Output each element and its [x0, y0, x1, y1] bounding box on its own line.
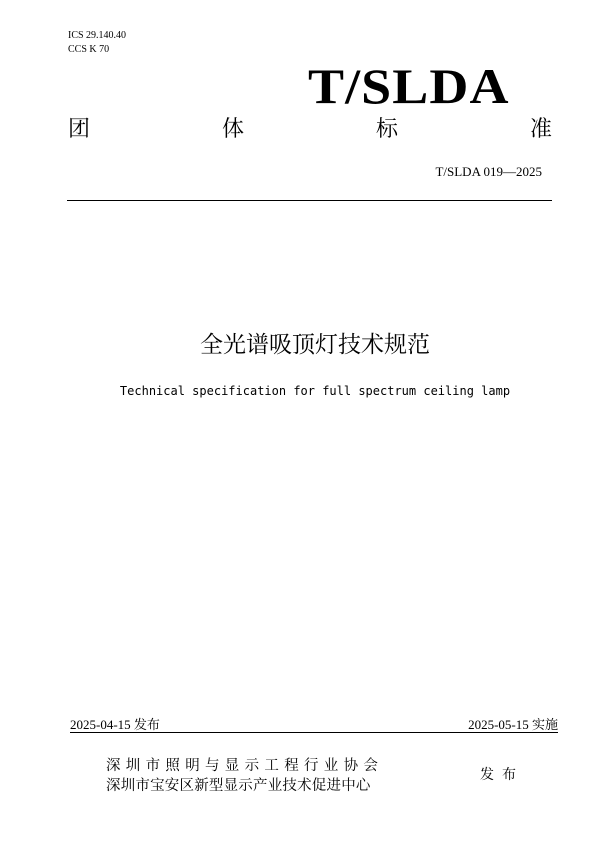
publish-label: 发布 [480, 767, 524, 783]
document-title-en: Technical specification for full spectrum ceiling lamp [119, 384, 511, 398]
standard-brand: T/SLDA [308, 58, 510, 114]
standard-type-char: 标 [375, 117, 398, 142]
classification-codes [68, 29, 126, 57]
document-title-zh: 全光谱吸顶灯技术规范 [200, 332, 430, 358]
ccs-code: CCS K 70 [68, 44, 110, 55]
publisher-organization: 深圳市照明与显示工程行业协会 [106, 758, 384, 774]
ics-code: ICS 29.140.40 [68, 30, 127, 41]
standard-type-char: 团 [68, 117, 91, 142]
standard-type-char: 准 [529, 117, 552, 142]
footer-divider [70, 732, 558, 733]
standard-number: T/SLDA 019—2025 [435, 164, 542, 179]
header-divider [67, 200, 552, 201]
publisher-organization: 深圳市宝安区新型显示产业技术促进中心 [106, 778, 371, 794]
standard-type-char: 体 [221, 117, 244, 142]
implement-date: 2025-05-15 实施 [468, 717, 558, 732]
standard-type [68, 116, 552, 144]
publish-date: 2025-04-15 发布 [70, 717, 160, 732]
